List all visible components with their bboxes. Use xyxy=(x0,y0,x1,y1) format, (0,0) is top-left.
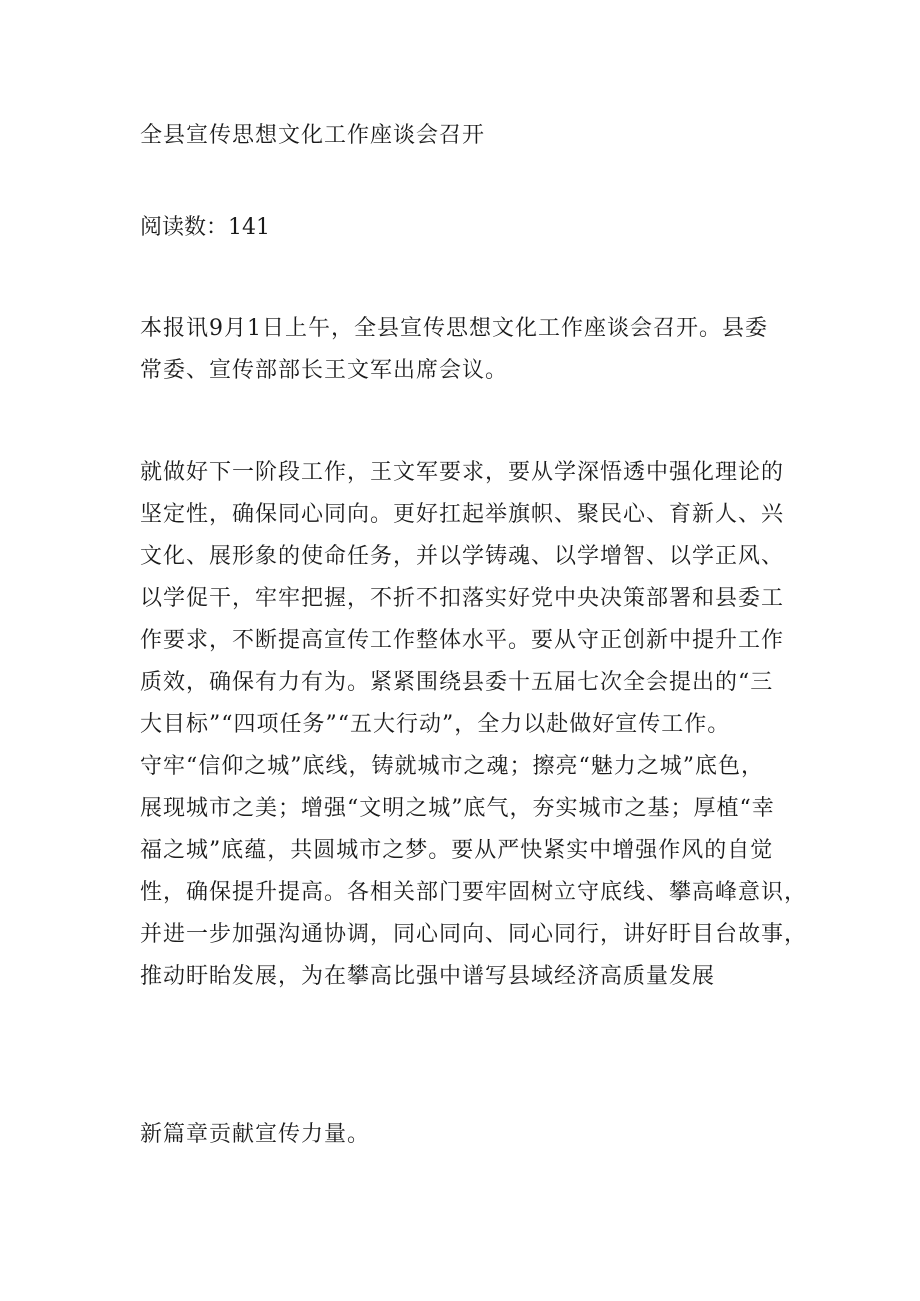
paragraph-line: 新篇章贡献宣传力量。 xyxy=(140,1122,371,1147)
paragraph-intro xyxy=(140,308,780,392)
paragraph-line: 以学促干，牢牢把握，不折不扣落实好党中央决策部署和县委工 xyxy=(140,586,785,611)
paragraph-line: 质效，确保有力有为。紧紧围绕县委十五届七次全会提出的“三 xyxy=(140,670,774,695)
paragraph-line: 坚定性，确保同心同向。更好扛起举旗帜、聚民心、育新人、兴 xyxy=(140,502,785,527)
paragraph-line: 大目标”“四项任务”“五大行动”，全力以赴做好宣传工作。 xyxy=(140,712,731,737)
paragraph-line: 作要求，不断提高宣传工作整体水平。要从守正创新中提升工作 xyxy=(140,628,785,653)
paragraph-line xyxy=(140,998,780,1040)
paragraph-line: 推动盱眙发展，为在攀高比强中谱写县域经济高质量发展 xyxy=(140,964,716,989)
paragraph-line: 并进一步加强沟通协调，同心同向、同心同行，讲好盱目台故事， xyxy=(140,922,808,947)
paragraph-line: 常委、宣传部部长王文军出席会议。 xyxy=(140,358,509,383)
paragraph-line: 福之城”底蕴，共圆城市之梦。要从严快紧实中增强作风的自觉 xyxy=(140,838,774,863)
paragraph-line: 性，确保提升提高。各相关部门要牢固树立守底线、攀高峰意识， xyxy=(140,880,808,905)
article-title: 全县宣传思想文化工作座谈会召开 xyxy=(140,123,486,148)
paragraph-line: 就做好下一阶段工作，王文军要求，要从学深悟透中强化理论的 xyxy=(140,460,785,485)
paragraph-closing xyxy=(140,1114,780,1156)
paragraph-line: 文化、展形象的使命任务，并以学铸魂、以学增智、以学正风、 xyxy=(140,544,785,569)
read-count: 阅读数：141 xyxy=(140,215,270,240)
paragraph-line: 本报讯9月1日上午，全县宣传思想文化工作座谈会召开。县委 xyxy=(140,316,768,341)
paragraph-body xyxy=(140,452,808,1040)
paragraph-line: 展现城市之美；增强“文明之城”底气，夯实城市之基；厚植“幸 xyxy=(140,796,775,821)
paragraph-line: 守牢“信仰之城”底线，铸就城市之魂；擦亮“魅力之城”底色， xyxy=(140,754,764,779)
